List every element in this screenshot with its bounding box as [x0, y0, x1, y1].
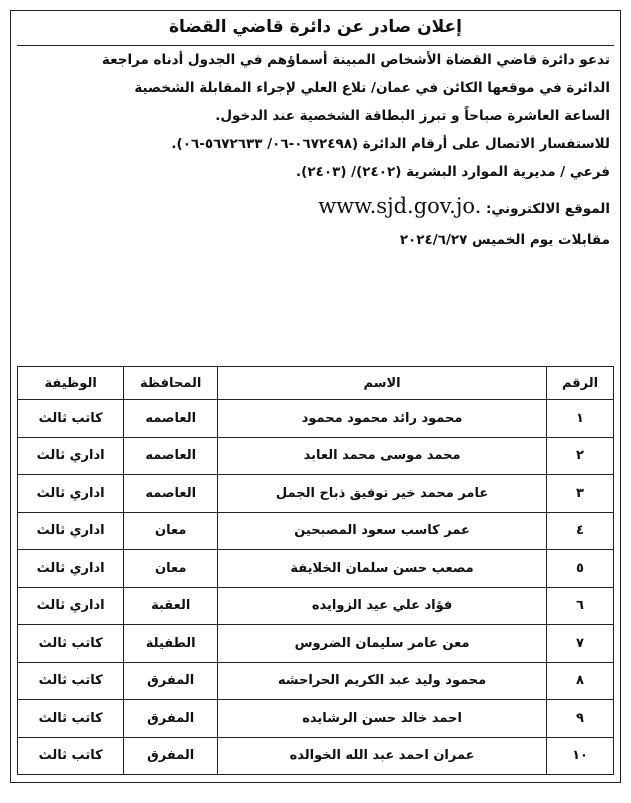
cell-name: معن عامر سليمان الضروس: [218, 625, 547, 663]
header-name: الاسم: [218, 367, 547, 400]
candidates-table: [17, 366, 614, 775]
cell-governorate: العقبة: [124, 587, 218, 625]
cell-job: كاتب ثالث: [18, 700, 124, 738]
cell-number: ٣: [547, 475, 614, 513]
cell-number: ١: [547, 400, 614, 438]
cell-number: ١٠: [547, 737, 614, 775]
table-row: [18, 625, 614, 663]
cell-job: اداري ثالث: [18, 475, 124, 513]
cell-governorate: المفرق: [124, 662, 218, 700]
table-header-row: [18, 367, 614, 400]
cell-number: ٦: [547, 587, 614, 625]
cell-number: ٩: [547, 700, 614, 738]
table-row: [18, 475, 614, 513]
cell-governorate: معان: [124, 512, 218, 550]
cell-governorate: العاصمه: [124, 437, 218, 475]
cell-name: عمران احمد عبد الله الخوالده: [218, 737, 547, 775]
announcement-page: [10, 10, 621, 783]
body-line: للاستفسار الاتصال على أرقام الدائرة (٠٦٧٢٤٩٨-٠٦/ ٥٦٧٢٦٣٣-٠٦).: [171, 136, 610, 152]
cell-job: كاتب ثالث: [18, 625, 124, 663]
cell-number: ٤: [547, 512, 614, 550]
cell-number: ٨: [547, 662, 614, 700]
cell-governorate: معان: [124, 550, 218, 588]
header-governorate: المحافظة: [124, 367, 218, 400]
cell-governorate: المفرق: [124, 737, 218, 775]
announcement-body: [11, 46, 620, 254]
cell-job: اداري ثالث: [18, 587, 124, 625]
announcement-title: إعلان صادر عن دائرة قاضي القضاة: [17, 11, 614, 46]
cell-number: ٢: [547, 437, 614, 475]
cell-name: محمود رائد محمود محمود: [218, 400, 547, 438]
cell-job: كاتب ثالث: [18, 400, 124, 438]
cell-name: عمر كاسب سعود المصبحين: [218, 512, 547, 550]
cell-governorate: الطفيلة: [124, 625, 218, 663]
body-line: الساعة العاشرة صباحاً و تبرز البطاقة الشخصية عند الدخول.: [215, 108, 610, 124]
cell-job: كاتب ثالث: [18, 662, 124, 700]
cell-job: اداري ثالث: [18, 550, 124, 588]
body-line: فرعي / مديرية الموارد البشرية (٢٤٠٢)/ (٢٤٠٣).: [296, 164, 610, 180]
header-number: الرقم: [547, 367, 614, 400]
body-line: تدعو دائرة قاضي القضاة الأشخاص المبينة أسماؤهم في الجدول أدناه مراجعة: [101, 52, 610, 68]
website-link[interactable]: www.sjd.gov.jo.: [318, 194, 482, 218]
cell-name: عامر محمد خير توفيق ذباح الجمل: [218, 475, 547, 513]
interview-date: مقابلات يوم الخميس ٢٠٢٤/٦/٢٧: [399, 232, 610, 248]
body-line: الدائرة في موقعها الكائن في عمان/ تلاع العلي لإجراء المقابلة الشخصية: [134, 80, 610, 96]
cell-number: ٥: [547, 550, 614, 588]
cell-job: اداري ثالث: [18, 437, 124, 475]
table-row: [18, 662, 614, 700]
cell-job: كاتب ثالث: [18, 737, 124, 775]
cell-job: اداري ثالث: [18, 512, 124, 550]
table-row: [18, 512, 614, 550]
table-row: [18, 437, 614, 475]
cell-name: احمد خالد حسن الرشايده: [218, 700, 547, 738]
table-row: [18, 587, 614, 625]
cell-governorate: العاصمه: [124, 475, 218, 513]
cell-governorate: العاصمه: [124, 400, 218, 438]
cell-number: ٧: [547, 625, 614, 663]
cell-name: محمود وليد عبد الكريم الحراحشه: [218, 662, 547, 700]
table-row: [18, 400, 614, 438]
website-line: [21, 186, 610, 226]
table-row: [18, 737, 614, 775]
cell-name: مصعب حسن سلمان الخلايفة: [218, 550, 547, 588]
website-label: الموقع الالكتروني:: [486, 201, 610, 217]
table-row: [18, 700, 614, 738]
cell-name: محمد موسى محمد العابد: [218, 437, 547, 475]
cell-governorate: المفرق: [124, 700, 218, 738]
cell-name: فؤاد علي عيد الزوايده: [218, 587, 547, 625]
header-job: الوظيفة: [18, 367, 124, 400]
table-row: [18, 550, 614, 588]
